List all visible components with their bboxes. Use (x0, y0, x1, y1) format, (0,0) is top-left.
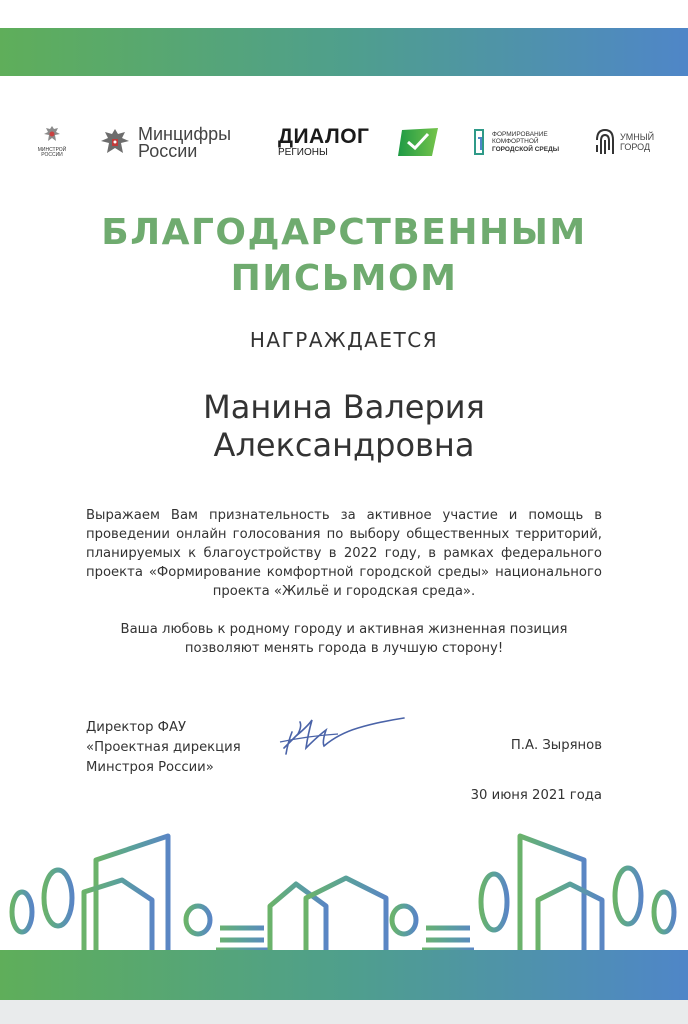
director-title (86, 718, 241, 778)
logo-dialog (278, 126, 369, 159)
logo-umnyi-gorod (594, 126, 654, 158)
logo-gorsreda-line1: ФОРМИРОВАНИЕ (492, 130, 548, 138)
logo-mincifry-line1: Минцифры (138, 124, 232, 144)
logo-minstroy (36, 124, 68, 158)
logo-gorsreda-line3: ГОРОДСКОЙ СРЕДЫ (492, 145, 560, 153)
city-skyline-illustration (0, 820, 688, 955)
logo-umnyi-line2: ГОРОД (620, 142, 651, 152)
awarded-label: НАГРАЖДАЕТСЯ (249, 328, 439, 352)
certificate-title (0, 210, 688, 302)
bottom-gradient-bar (0, 950, 688, 1000)
logo-mincifry-line2: России (138, 141, 198, 161)
top-gradient-bar (0, 28, 688, 76)
body-paragraph-2: Ваша любовь к родному городу и активная жизненная позиция позволяют менять города в лучшую сторону! (120, 622, 568, 656)
eagle-emblem-icon (41, 124, 63, 146)
title-line1: БЛАГОДАРСТВЕННЫМ (101, 212, 587, 253)
eagle-emblem-icon (98, 126, 132, 160)
logo-minstroy-text: МИНСТРОЙ РОССИИ (37, 147, 67, 158)
logo-dialog-line2: РЕГИОНЫ (278, 147, 328, 158)
logo-gosuslugi (398, 126, 440, 158)
director-line3: Минстроя России» (86, 760, 214, 775)
city-frame-icon (472, 128, 486, 156)
logo-umnyi-line1: УМНЫЙ (620, 132, 655, 142)
logo-dialog-line1: ДИАЛОГ (278, 125, 370, 148)
fingerprint-icon (594, 126, 616, 158)
title-line2: ПИСЬМОМ (230, 258, 458, 299)
body-paragraph-1: Выражаем Вам признательность за активное участие и помощь в проведении онлайн голосования по выбору общественных территорий, планируемых к благоустройству в 2022 году, в рамках федерального проекта «Формирование комфортной городской среды» национального проекта «Жильё и городская среда». (86, 508, 602, 599)
logo-gorsreda (472, 128, 559, 156)
recipient-name-line2: Александровна (213, 426, 475, 464)
check-flag-icon (398, 126, 440, 158)
handwritten-signature (278, 712, 410, 758)
logo-mincifry (98, 126, 231, 160)
page-bottom-margin (0, 1000, 688, 1024)
director-line1: Директор ФАУ (86, 720, 187, 735)
signer-name: П.А. Зырянов (510, 738, 602, 753)
issue-date: 30 июня 2021 года (470, 788, 602, 803)
recipient-name-line1: Манина Валерия (203, 388, 485, 426)
director-line2: «Проектная дирекция (86, 740, 241, 755)
logo-gorsreda-line2: КОМФОРТНОЙ (492, 138, 539, 146)
recipient-name (0, 388, 688, 464)
